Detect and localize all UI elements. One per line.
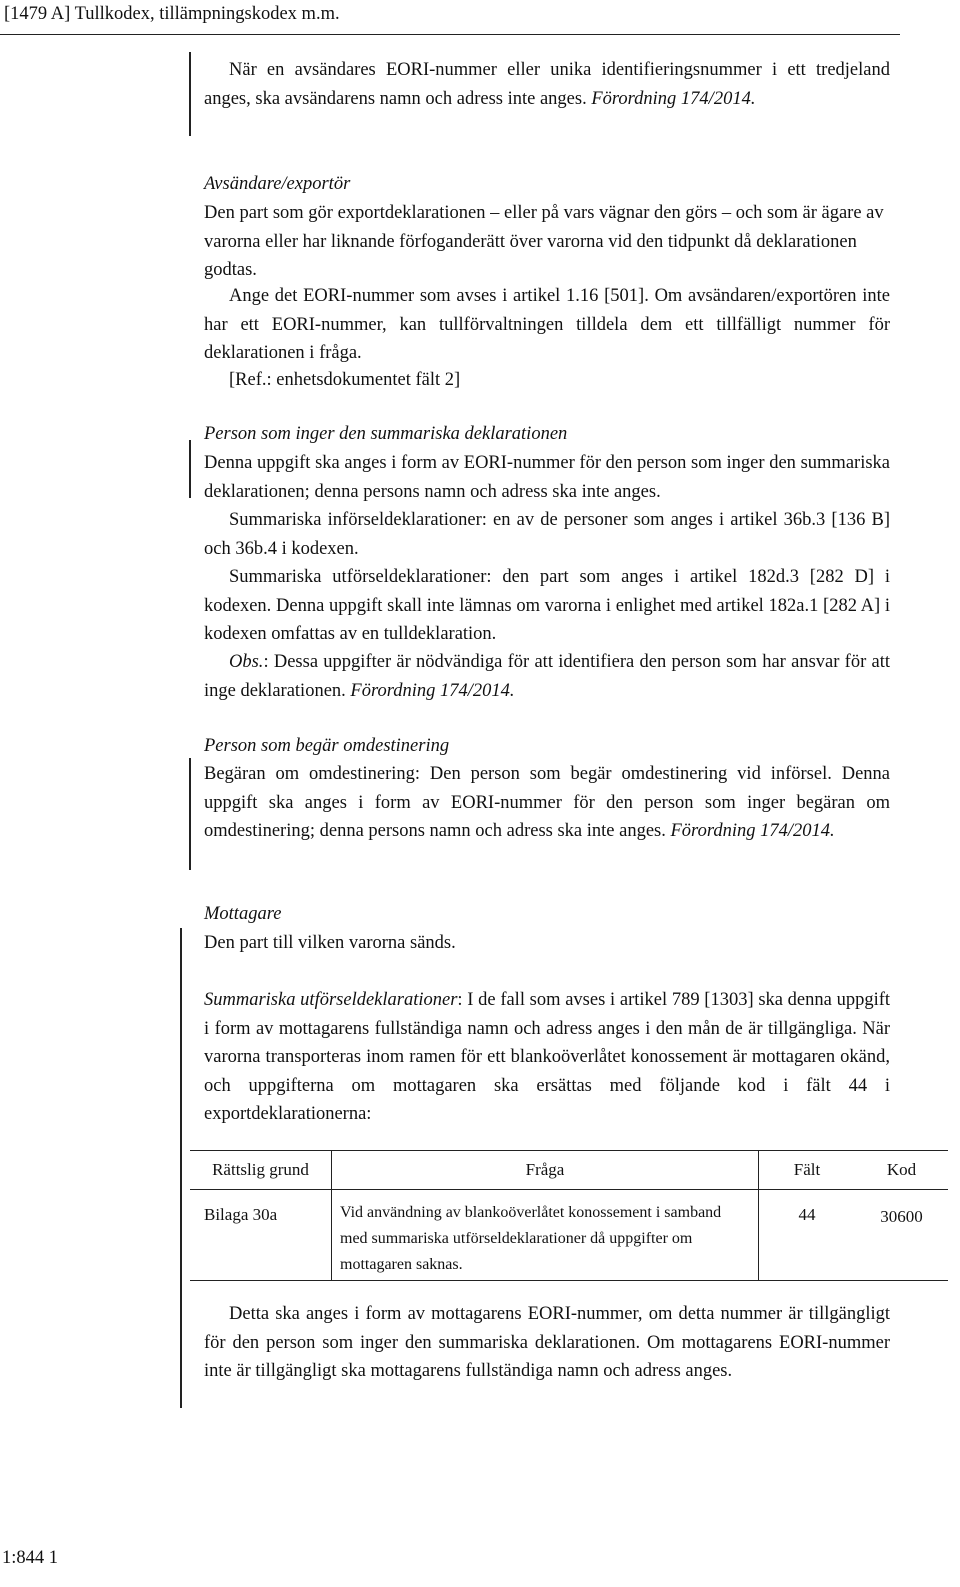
page-footer: 1:844 1	[2, 1548, 59, 1568]
sender-definition: Den part som gör exportdeklarationen – eller på vars vägnar den görs – och som är ägare av varorna eller har liknande förfoganderätt över varorna vid den tidpunkt då deklarationen godtas.	[204, 203, 884, 281]
running-header: [1479 A] Tullkodex, tillämpningskodex m.m.	[4, 4, 340, 24]
section-heading-diversion: Person som begär omdestinering	[204, 736, 450, 756]
change-bar-1	[189, 52, 191, 136]
entry-declarations-text: Summariska införseldeklarationer: en av de personer som anges i artikel 36b.3 [136 B] och 36b.4 i kodexen.	[204, 510, 890, 559]
regulation-ref: Förordning 174/2014.	[670, 821, 835, 842]
cell-basis: Bilaga 30a	[190, 1190, 332, 1281]
table-row	[190, 1190, 948, 1281]
sender-instruction: Ange det EORI-nummer som avses i artikel 1.16 [501]. Om avsändaren/exportören inte har ett EORI-nummer, kan tullförvaltningen tilldela dem ett tillfälligt nummer för deklarationen i fråga.	[204, 286, 890, 364]
section-heading-sender: Avsändare/exportör	[204, 174, 351, 194]
regulation-ref: Förordning 174/2014.	[591, 88, 756, 109]
cell-code: 30600	[855, 1190, 948, 1281]
code-table	[190, 1150, 948, 1281]
sender-reference: [Ref.: enhetsdokumentet fält 2]	[229, 370, 461, 390]
diversion-text: Begäran om omdestinering: Den person som begär omdestinering vid införsel. Denna uppgift ska anges i form av EORI-nummer för den person som inger begäran om omdestinering; denna persons namn och adress ska inte anges. Förordning 174/2014.	[204, 764, 890, 842]
change-bar-3	[189, 758, 191, 870]
section-heading-consignee: Mottagare	[204, 904, 282, 924]
cell-question: Vid användning av blankoöverlåtet konossement i samband med summariska utförseldeklarationer då uppgifter om mottagaren saknas.	[332, 1190, 759, 1281]
column-header-code: Kod	[855, 1151, 948, 1190]
summary-person-text: Denna uppgift ska anges i form av EORI-nummer för den person som inger den summariska deklarationen; denna persons namn och adress ska inte anges.	[204, 453, 890, 502]
consignee-exit-declarations: Summariska utförseldeklarationer: I de fall som avses i artikel 789 [1303] ska denna uppgift i form av mottagarens fullständiga namn och adress anges i den mån de är tillgängliga. När varorna transporteras inom ramen för ett blankoöverlåtet konossement är mottagaren okänd, och uppgifterna om mottagaren ska ersättas med följande kod i fält 44 i exportdeklarationerna:	[204, 990, 891, 1125]
column-header-field: Fält	[759, 1151, 856, 1190]
column-header-question: Fråga	[332, 1151, 759, 1190]
section-heading-summary-person: Person som inger den summariska deklarationen	[204, 424, 568, 444]
column-header-basis: Rättslig grund	[190, 1151, 332, 1190]
regulation-ref: Förordning 174/2014.	[350, 680, 515, 701]
obs-note: Obs.: Dessa uppgifter är nödvändiga för att identifiera den person som har ansvar för att inge deklarationen. Förordning 174/2014.	[204, 652, 890, 701]
change-bar-2	[189, 440, 191, 498]
exit-declarations-text: Summariska utförseldeklarationer: den part som anges i artikel 182d.3 [282 D] i kodexen. Denna uppgift skall inte lämnas om varorna i enlighet med artikel 182a.1 [282 A] i kodexen omfattas av en tulldeklaration.	[204, 567, 890, 645]
cell-field: 44	[759, 1190, 856, 1281]
change-bar-4	[180, 928, 182, 1408]
header-rule	[0, 34, 900, 35]
consignee-eori-note: Detta ska anges i form av mottagarens EORI-nummer, om detta nummer är tillgängligt för den person som inger den summariska deklarationen. Om mottagarens EORI-nummer inte är tillgängligt ska mottagarens fullständiga namn och adress anges.	[204, 1304, 890, 1382]
sender-identifier-note: När en avsändares EORI-nummer eller unika identifieringsnummer i ett tredjeland anges, ska avsändarens namn och adress inte anges. Förordning 174/2014.	[204, 60, 890, 109]
table-header-row	[190, 1151, 948, 1190]
consignee-definition: Den part till vilken varorna sänds.	[204, 933, 456, 953]
